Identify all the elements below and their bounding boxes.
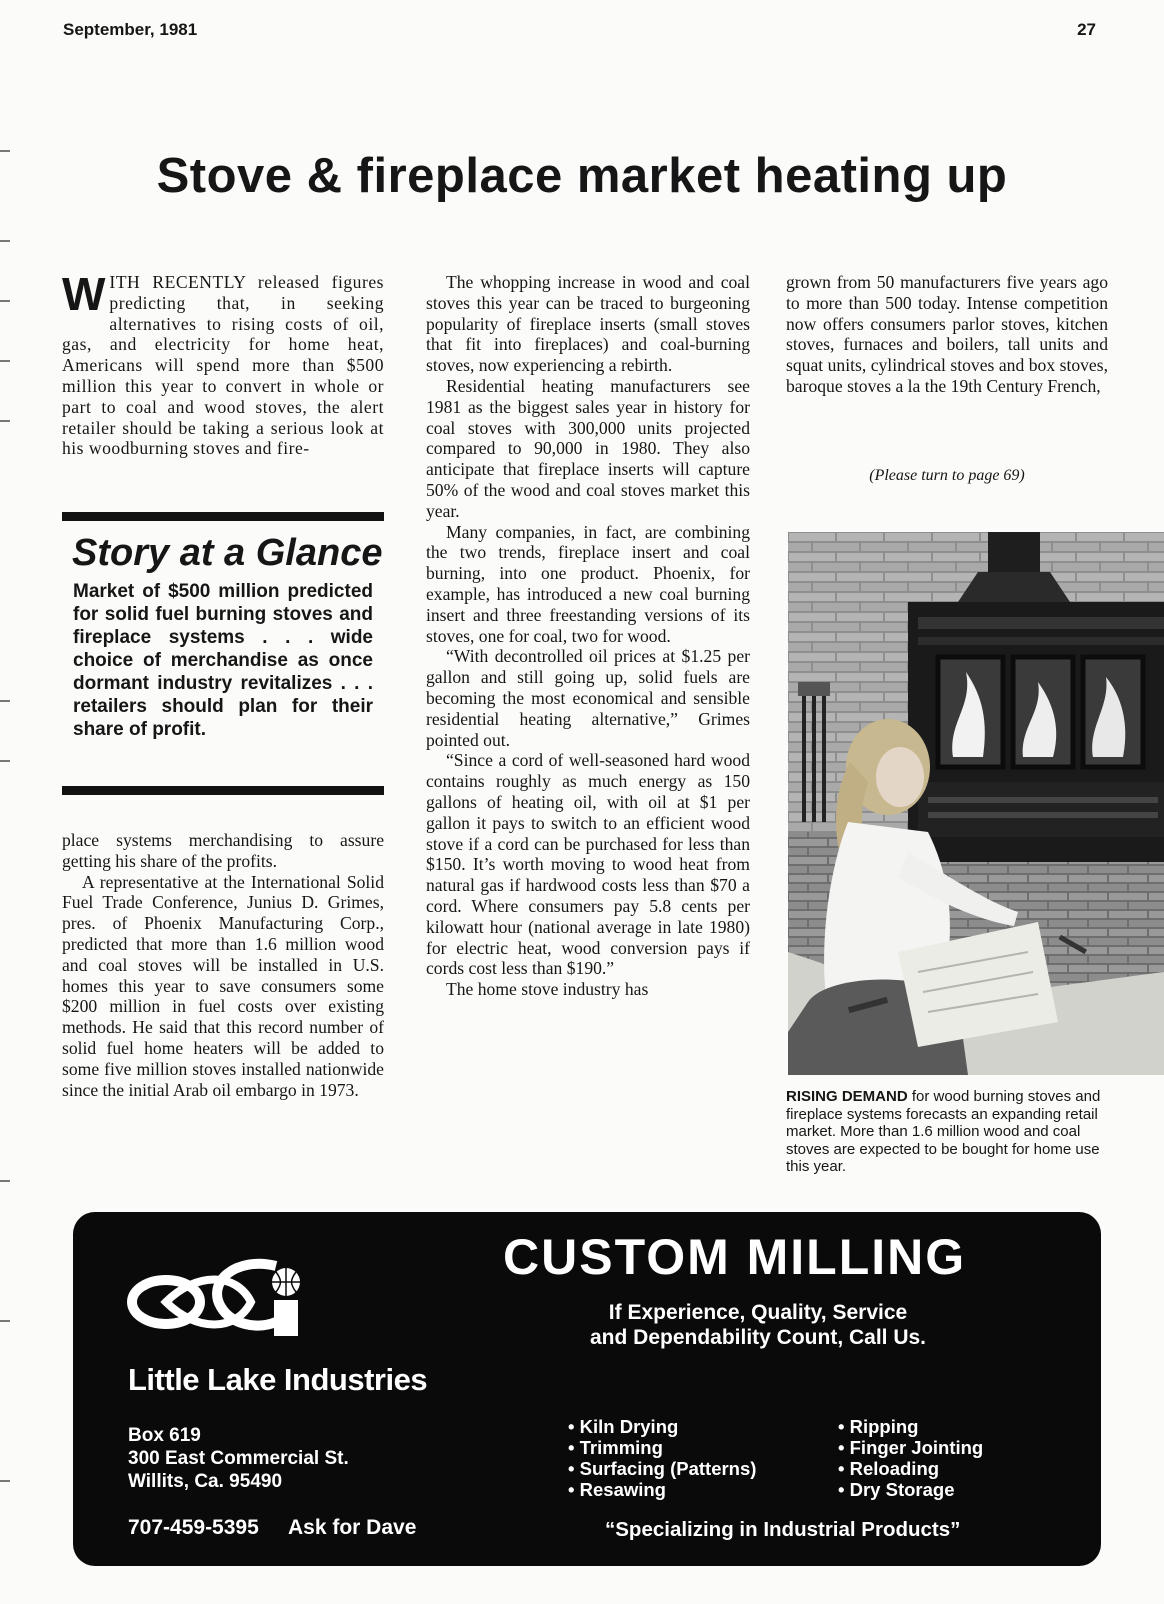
article-paragraph: A representative at the International Solid Fuel Trade Conference, Junius D. Grimes, pres. of Phoenix Manufacturing Corp., predicted that more than 1.6 million wood and coal stoves will be installed in U.S. homes this year to save consumers some $200 million in fuel costs over existing methods. He said that this record number of solid fuel home heaters will be added to some five million stoves installed nationwide since the initial Arab oil embargo in 1973. bbox=[62, 871, 384, 1100]
article-paragraph: ITH RECENTLY released figures predicting that, in seeking alternatives to rising costs of oil, gas, and electricity for home heat, Americans will spend more than $500 million this year to convert in whole or part to coal and wood stoves, the alert retailer should be taking a serious look at his woodburning stoves and fire- bbox=[62, 272, 384, 459]
photo-caption bbox=[786, 1088, 1108, 1176]
ad-service-item: • Ripping bbox=[838, 1416, 983, 1437]
margin-mark bbox=[0, 1480, 10, 1482]
glance-rule-top bbox=[62, 512, 384, 521]
ad-tagline-line: and Dependability Count, Call Us. bbox=[589, 1326, 927, 1349]
ad-title: CUSTOM MILLING bbox=[503, 1229, 967, 1285]
article-paragraph: Residential heating manufacturers see 1981 as the biggest sales year in history for coal stoves with 300,000 units projected compared to 90,000 in 1980. They also anticipate that fireplace inserts will capture 50% of the wood and coal stoves market this year. bbox=[426, 375, 750, 521]
margin-mark bbox=[0, 420, 10, 422]
article-column-3 bbox=[786, 272, 1108, 397]
glance-title: Story at a Glance bbox=[72, 532, 383, 574]
ad-service-item: • Kiln Drying bbox=[568, 1416, 756, 1437]
ad-service-item: • Reloading bbox=[838, 1458, 983, 1479]
article-column-1-bottom bbox=[62, 830, 384, 1100]
caption-lead: RISING DEMAND bbox=[786, 1088, 908, 1105]
glance-rule-bottom bbox=[62, 786, 384, 795]
ad-service-item: • Trimming bbox=[568, 1437, 756, 1458]
ad-service-item: • Surfacing (Patterns) bbox=[568, 1458, 756, 1479]
drop-cap: W bbox=[62, 268, 106, 320]
advertisement-custom-milling bbox=[73, 1212, 1101, 1566]
article-paragraph: place systems merchandising to assure getting his share of the profits. bbox=[62, 830, 384, 871]
headline: Stove & fireplace market heating up bbox=[156, 149, 1008, 203]
ad-service-item: • Dry Storage bbox=[838, 1479, 983, 1500]
issue-date: September, 1981 bbox=[63, 20, 198, 39]
margin-mark bbox=[0, 1320, 10, 1322]
ad-slogan: “Specializing in Industrial Products” bbox=[605, 1518, 961, 1541]
photo-illustration bbox=[788, 532, 1164, 1075]
margin-mark bbox=[0, 360, 10, 362]
article-paragraph: The home stove industry has bbox=[446, 979, 649, 1000]
margin-mark bbox=[0, 700, 10, 702]
ad-phone: 707-459-5395 bbox=[128, 1516, 259, 1539]
ad-address-line: 300 East Commercial St. bbox=[128, 1448, 349, 1469]
margin-mark bbox=[0, 1180, 10, 1182]
article-paragraph: “With decontrolled oil prices at $1.25 per gallon and still going up, solid fuels are becoming the most economical and sensible residential heating alternative,” Grimes pointed out. bbox=[426, 646, 750, 750]
ad-services-left bbox=[568, 1416, 756, 1500]
little-lake-industries-logo-icon bbox=[126, 1252, 316, 1340]
ad-tagline bbox=[523, 1300, 993, 1350]
article-column-1-top bbox=[62, 268, 384, 459]
caption-text: for wood burning stoves and fireplace systems forecasts an expanding retail market. More than 1.6 million wood and coal stoves are expected to be bought for home use this year. bbox=[786, 1088, 1101, 1175]
glance-summary: Market of $500 million predicted for solid fuel burning stoves and fireplace systems . . . wide choice of merchandise as once dormant industry revitalizes . . . retailers should plan for their share of profit. bbox=[73, 581, 373, 740]
ad-service-item: • Resawing bbox=[568, 1479, 756, 1500]
ad-address bbox=[128, 1424, 349, 1493]
margin-mark bbox=[0, 240, 10, 242]
article-paragraph: The whopping increase in wood and coal stoves this year can be traced to burgeoning popularity of fireplace inserts (small stoves that fit into fireplaces) and coal-burning stoves, now experiencing a rebirth. bbox=[426, 272, 750, 376]
ad-address-line: Box 619 bbox=[128, 1425, 201, 1446]
ad-contact: Ask for Dave bbox=[288, 1516, 417, 1539]
margin-mark bbox=[0, 760, 10, 762]
ad-company-name: Little Lake Industries bbox=[128, 1362, 428, 1397]
ad-service-item: • Finger Jointing bbox=[838, 1437, 983, 1458]
photo-girl-by-stove bbox=[788, 532, 1164, 1075]
ad-services-right bbox=[838, 1416, 983, 1500]
margin-mark bbox=[0, 300, 10, 302]
article-paragraph: “Since a cord of well-seasoned hard wood contains roughly as much energy as 150 gallons of heating oil, with oil at $1 per gallon it pays to switch to an efficient wood stove if a cord can be purchased for less than $150. It’s worth moving to wood heat from natural gas if hardwood costs less than $70 a cord. Where consumers pay 5.8 cents per kilowatt hour (national average in late 1980) for electric heat, wood conversion pays if cords cost less than $190.” bbox=[426, 750, 750, 979]
article-paragraph: Many companies, in fact, are combining the two trends, fireplace insert and coal burning, into one product. Phoenix, for example, has introduced a new coal burning insert and three freestanding versions of its stoves, one for coal, two for wood. bbox=[426, 521, 750, 646]
page-number: 27 bbox=[1077, 20, 1096, 39]
ad-address-line: Willits, Ca. 95490 bbox=[128, 1471, 283, 1492]
article-column-2 bbox=[426, 272, 750, 1000]
ad-tagline-line: If Experience, Quality, Service bbox=[608, 1301, 908, 1324]
continued-note: (Please turn to page 69) bbox=[869, 467, 1025, 484]
article-paragraph: grown from 50 manufacturers five years ago to more than 500 today. Intense competition now offers consumers parlor stoves, kitchen stoves, furnaces and boilers, tall units and squat units, cylindrical stoves and box stoves, baroque stoves a la the 19th Century French, bbox=[786, 272, 1108, 396]
